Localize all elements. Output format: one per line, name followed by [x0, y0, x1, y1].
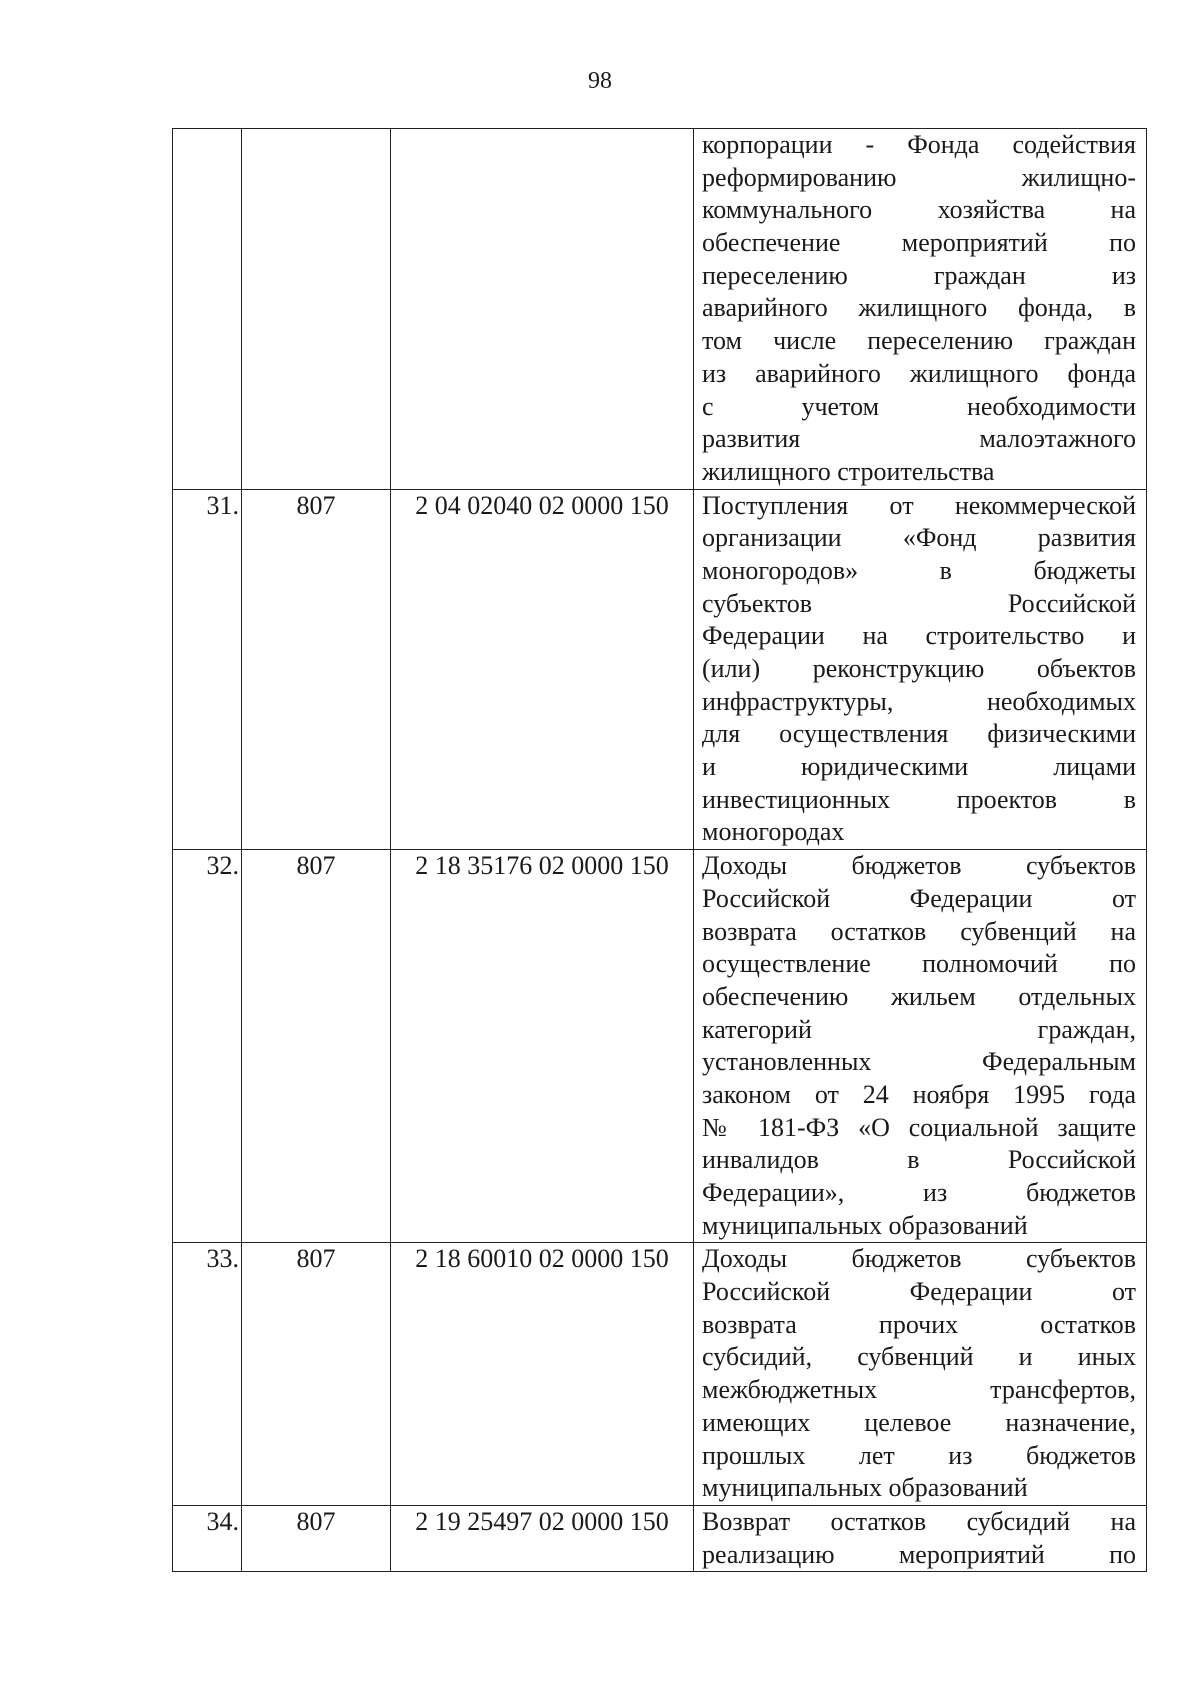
description-line: Поступления от некоммерческой: [702, 490, 1136, 520]
description-cell: [694, 489, 1147, 850]
description-cell: [694, 1505, 1147, 1571]
description-line: инвалидов в Российской: [702, 1145, 1136, 1175]
row-number-cell: 32.: [173, 850, 242, 1243]
budget-codes-table: [172, 128, 1147, 1572]
description-line: жилищного строительства: [702, 456, 995, 486]
description-line: субсидий, субвенций и иных: [702, 1342, 1136, 1372]
description-line: коммунального хозяйства на: [702, 195, 1136, 225]
description-line: развития малоэтажного: [702, 424, 1136, 454]
budget-classification-code-cell: [391, 129, 694, 490]
description-line: установленных Федеральным: [702, 1047, 1136, 1077]
description-line: Федерации на строительство и: [702, 621, 1136, 651]
description-line: реализацию мероприятий по: [702, 1539, 1136, 1569]
row-number-cell: 34.: [173, 1505, 242, 1571]
table-body: [173, 129, 1147, 1572]
description-line: межбюджетных трансфертов,: [702, 1375, 1136, 1405]
description-line: для осуществления физическими: [702, 719, 1136, 749]
description-line: Российской Федерации от: [702, 1277, 1136, 1307]
description-cell: [694, 850, 1147, 1243]
description-line: из аварийного жилищного фонда: [702, 358, 1136, 388]
description-line: переселению граждан из: [702, 260, 1136, 290]
description-line: корпорации - Фонда содействия: [702, 130, 1136, 159]
description-line: обеспечение мероприятий по: [702, 228, 1136, 258]
description-line: моногородов» в бюджеты: [702, 555, 1136, 585]
table-row: [173, 1243, 1147, 1506]
description-line: имеющих целевое назначение,: [702, 1407, 1136, 1437]
description-line: инфраструктуры, необходимых: [702, 686, 1136, 716]
table-row: [173, 1505, 1147, 1571]
administrator-code-cell: 807: [242, 1243, 391, 1506]
row-number-cell: 31.: [173, 489, 242, 850]
description-line: возврата остатков субвенций на: [702, 916, 1136, 946]
description-line: Доходы бюджетов субъектов: [702, 1244, 1136, 1274]
description-line: аварийного жилищного фонда, в: [702, 293, 1136, 323]
description-line: том числе переселению граждан: [702, 326, 1136, 356]
description-cell: [694, 129, 1147, 490]
row-number-cell: 33.: [173, 1243, 242, 1506]
budget-classification-code-cell: 2 19 25497 02 0000 150: [391, 1505, 694, 1571]
description-line: категорий граждан,: [702, 1014, 1136, 1044]
description-line: организации «Фонд развития: [702, 523, 1136, 553]
description-line: Возврат остатков субсидий на: [702, 1506, 1136, 1536]
description-line: прошлых лет из бюджетов: [702, 1440, 1136, 1470]
description-line: моногородах: [702, 817, 845, 847]
description-line: № 181-ФЗ «О социальной защите: [702, 1112, 1136, 1142]
description-cell: [694, 1243, 1147, 1506]
description-line: (или) реконструкцию объектов: [702, 654, 1136, 683]
description-line: Доходы бюджетов субъектов: [702, 851, 1136, 881]
table-row: [173, 489, 1147, 850]
description-line: инвестиционных проектов в: [702, 784, 1136, 814]
page-number: 98: [588, 68, 612, 94]
description-line: Федерации», из бюджетов: [702, 1178, 1136, 1207]
description-line: реформированию жилищно-: [702, 162, 1136, 192]
row-number-cell: [173, 129, 242, 490]
budget-classification-code-cell: 2 18 60010 02 0000 150: [391, 1243, 694, 1506]
budget-classification-code-cell: 2 18 35176 02 0000 150: [391, 850, 694, 1243]
administrator-code-cell: 807: [242, 850, 391, 1243]
description-line: субъектов Российской: [702, 588, 1136, 618]
budget-classification-code-cell: 2 04 02040 02 0000 150: [391, 489, 694, 850]
description-line: муниципальных образований: [702, 1210, 1028, 1240]
table-row: [173, 850, 1147, 1243]
description-line: законом от 24 ноября 1995 года: [702, 1079, 1136, 1109]
description-line: возврата прочих остатков: [702, 1309, 1136, 1339]
description-line: муниципальных образований: [702, 1473, 1028, 1503]
description-line: с учетом необходимости: [702, 391, 1136, 421]
administrator-code-cell: 807: [242, 1505, 391, 1571]
administrator-code-cell: 807: [242, 489, 391, 850]
description-line: осуществление полномочий по: [702, 949, 1136, 979]
description-line: и юридическими лицами: [702, 752, 1136, 782]
administrator-code-cell: [242, 129, 391, 490]
description-line: Российской Федерации от: [702, 883, 1136, 913]
table-row: [173, 129, 1147, 490]
description-line: обеспечению жильем отдельных: [702, 981, 1136, 1011]
